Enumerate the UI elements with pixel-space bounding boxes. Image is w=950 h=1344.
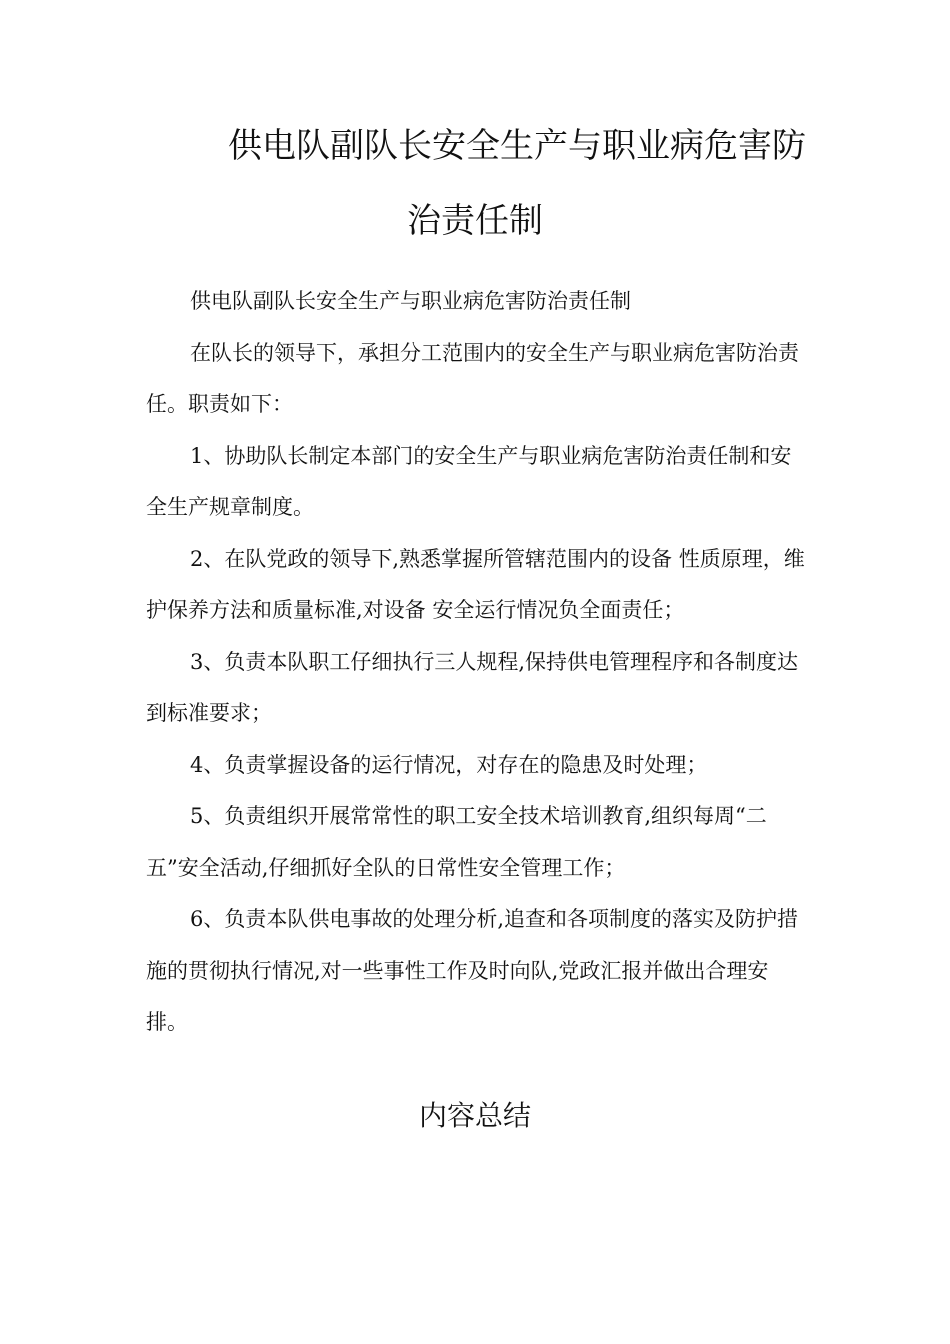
- intro-paragraph: 在队长的领导下，承担分工范围内的安全生产与职业病危害防治责任。职责如下：: [146, 340, 799, 416]
- document-title-line-1: 供电队副队长安全生产与职业病危害防: [228, 126, 806, 166]
- document-title-line-2: 治责任制: [407, 201, 543, 241]
- document-body: [146, 276, 806, 1049]
- duty-item-5: 5、负责组织开展常常性的职工安全技术培训教育,组织每周“二五”安全活动,仔细抓好全队的日常性安全管理工作；: [146, 804, 767, 880]
- duty-item-6: 6、负责本队供电事故的处理分析,追查和各项制度的落实及防护措施的贯彻执行情况,对一些事性工作及时向队,党政汇报并做出合理安排。: [146, 907, 799, 1034]
- duty-item-4: 4、负责掌握设备的运行情况，对存在的隐患及时处理；: [190, 752, 708, 777]
- summary-heading: 内容总结: [418, 1099, 531, 1132]
- subtitle-paragraph: 供电队副队长安全生产与职业病危害防治责任制: [190, 289, 631, 313]
- duty-item-3: 3、负责本队职工仔细执行三人规程,保持供电管理程序和各制度达到标准要求；: [146, 649, 799, 725]
- duty-item-2: 2、在队党政的领导下,熟悉掌握所管辖范围内的设备 性质原理，维护保养方法和质量标准,对设备 安全运行情况负全面责任；: [146, 546, 805, 622]
- duty-item-1: 1、协助队长制定本部门的安全生产与职业病危害防治责任制和安全生产规章制度。: [146, 443, 792, 519]
